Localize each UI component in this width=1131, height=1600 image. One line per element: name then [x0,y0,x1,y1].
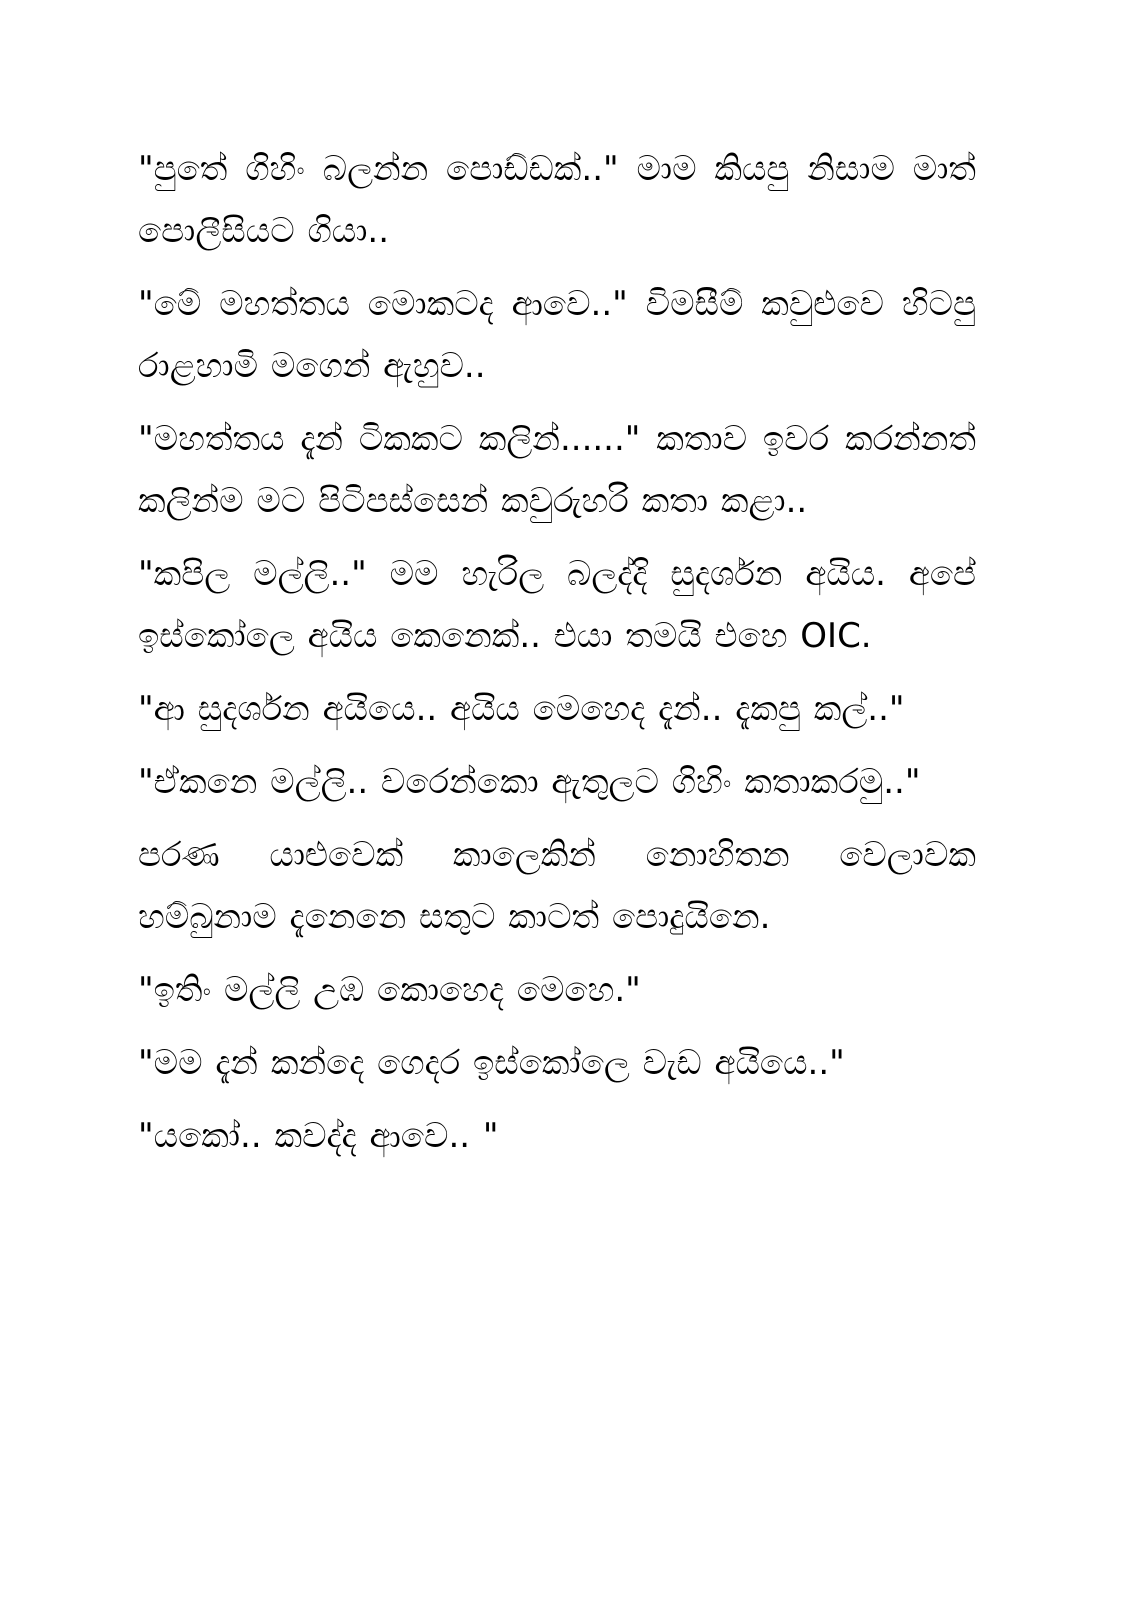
paragraph-1: "පුතේ ගිහිං බලන්න පොඩ්ඩක්.." මාම කියපු නිසාම මාත් පොලීසියට ගියා.. [138,149,976,251]
paragraph-4: "කපිල මල්ලි.." මම හැරිල බලද්දි සුදර්ශන අයිය. අපේ ඉස්කෝලෙ අයිය කෙනෙක්.. එයා තමයි එහෙ OIC. [138,554,976,656]
paragraph-5: "ආ සුදර්ශන අයියෙ.. අයිය මෙහෙද දැන්.. දැකපු කල්.." [138,689,905,729]
paragraph-9: "මම දැන් කන්දෙ ගෙදර ඉස්කෝලෙ වැඩ අයියෙ.." [138,1043,845,1083]
paragraph-10: "යකෝ.. කවද්ද ආවෙ.. " [138,1116,499,1156]
paragraph-2: "මේ මහත්තය මොකටද ආවෙ.." විමසීම් කවුළුවෙ හිටපු රාළහාමි මගෙන් ඇහුව.. [138,284,976,386]
story-text [138,138,976,1178]
paragraph-3: "මහත්තය දැන් ටිකකට කලින්......" කතාව ඉවර කරන්නත් කලින්ම මට පිටිපස්සෙන් කවුරුහරි කතා කළා.. [138,419,976,521]
paragraph-6: "ඒකනෙ මල්ලි.. වරෙන්කො ඇතුලට ගිහිං කතාකරමු.." [138,762,921,802]
paragraph-7: පරණ යාළුවෙක් කාලෙකින් නොහිතන වෙලාවක හම්බුනාම දැනෙනෙ සතුට කාටත් පොදුයිනෙ. [138,835,976,937]
paragraph-8: "ඉතිං මල්ලි උඹ කොහෙද මෙහෙ." [138,970,641,1010]
